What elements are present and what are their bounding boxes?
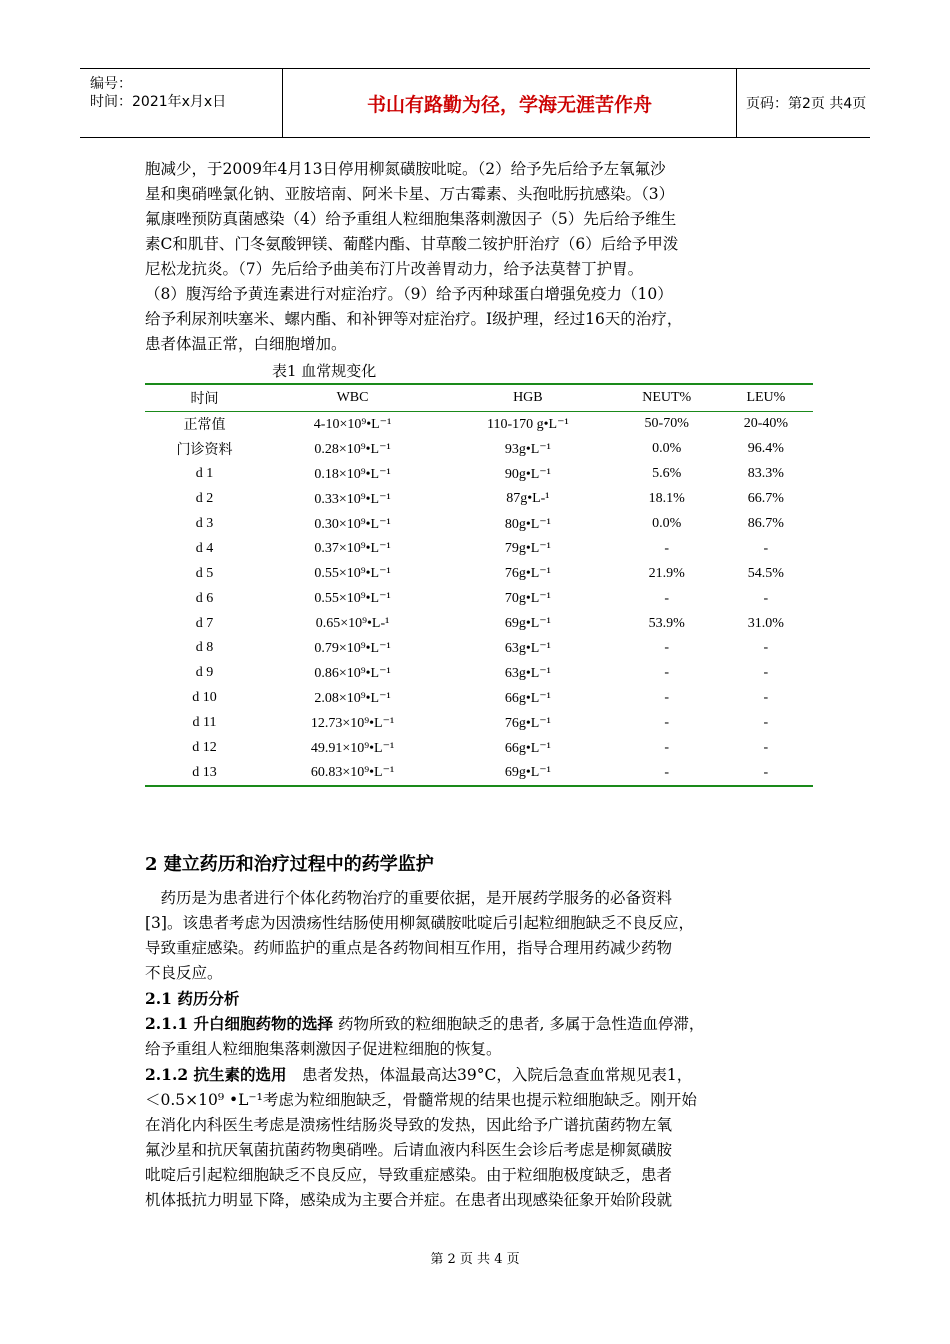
header-meta [80, 69, 283, 137]
text-line: 吡啶后引起粒细胞缺乏不良反应，导致重症感染。由于粒细胞极度缺乏，患者 [145, 1166, 673, 1184]
col-header: 时间 [190, 392, 219, 407]
table-cell: 18.1% [648, 491, 685, 507]
table-cell: - [763, 740, 769, 756]
table-cell: - [763, 540, 769, 556]
table-cell: 0.55×10⁹•L⁻¹ [314, 591, 391, 607]
table-row [145, 412, 813, 437]
table-cell: d 1 [195, 466, 214, 482]
text-line: （8）腹泻给予黄连素进行对症治疗。（9）给予丙种球蛋白增强免疫力（10） [145, 285, 673, 303]
table-cell: 49.91×10⁹•L⁻¹ [310, 740, 395, 756]
table-row [145, 462, 813, 487]
text-line: 星和奥硝唑氯化钠、亚胺培南、阿米卡星、万古霉素、头孢吡肟抗感染。（3） [145, 185, 675, 203]
text-line: 素C和肌苷、门冬氨酸钾镁、葡醛内酯、甘草酸二铵护肝治疗（6）后给予甲泼 [145, 235, 679, 253]
table-cell: 79g•L⁻¹ [504, 541, 551, 557]
table-cell: 12.73×10⁹•L⁻¹ [310, 715, 395, 731]
table-cell: - [664, 715, 670, 731]
table-row [145, 437, 813, 462]
table-row [145, 736, 813, 761]
table-row [145, 611, 813, 636]
table-cell: - [763, 590, 769, 606]
text-line: 氟康唑预防真菌感染（4）给予重组人粒细胞集落刺激因子（5）先后给予维生 [145, 210, 677, 228]
table-caption: 表1 血常规变化 [272, 362, 377, 380]
table-cell: 0.30×10⁹•L⁻¹ [314, 516, 391, 532]
table-cell: - [664, 665, 670, 681]
table-cell: 20-40% [743, 416, 789, 432]
text-line: 药历是为患者进行个体化药物治疗的重要依据，是开展药学服务的必备资料 [145, 889, 673, 907]
table-cell: 门诊资料 [176, 443, 233, 459]
table-cell: 0.55×10⁹•L⁻¹ [314, 566, 391, 582]
table-cell: 60.83×10⁹•L⁻¹ [310, 765, 395, 781]
table-cell: 0.28×10⁹•L⁻¹ [314, 441, 391, 457]
table-cell: - [664, 764, 670, 780]
blood-routine-table [145, 383, 813, 787]
table-cell: d 6 [195, 590, 214, 606]
table-cell: 31.0% [747, 615, 784, 631]
table-header-row [145, 384, 813, 412]
subsection-heading: 2.1 药历分析 [145, 989, 240, 1008]
table-row [145, 661, 813, 686]
table-cell: - [763, 640, 769, 656]
table-cell: 2.08×10⁹•L⁻¹ [314, 690, 391, 706]
col-header: LEU% [746, 390, 786, 405]
table-cell: - [763, 715, 769, 731]
table-cell: 54.5% [747, 565, 784, 581]
table-cell: 正常值 [183, 418, 226, 434]
table-cell: 53.9% [648, 615, 685, 631]
table-row [145, 536, 813, 561]
text-line: 在消化内科医生考虑是溃疡性结肠炎导致的发热，因此给予广谱抗菌药物左氧 [145, 1116, 673, 1134]
table-cell: 0.0% [652, 516, 682, 531]
subsection-2-1-1 [145, 1011, 825, 1037]
subsection-title: 2.1.2 抗生素的选用 [145, 1065, 287, 1084]
table-cell: 0.0% [652, 441, 682, 457]
table-cell: d 12 [192, 740, 217, 756]
table-cell: - [763, 690, 769, 706]
table-cell: 93g•L⁻¹ [504, 441, 551, 457]
table-row [145, 636, 813, 661]
text-line: 导致重症感染。药师监护的重点是各药物间相互作用，指导合理用药减少药物 [145, 939, 673, 957]
text-line: 给予重组人粒细胞集落刺激因子促进粒细胞的恢复。 [145, 1040, 502, 1058]
table-row [145, 586, 813, 611]
table-cell: d 7 [195, 615, 214, 631]
table-cell: d 13 [192, 764, 217, 780]
col-header: HGB [513, 390, 543, 405]
table-cell: 70g•L⁻¹ [504, 591, 551, 607]
table-cell: - [664, 590, 670, 606]
table-cell: 5.6% [652, 466, 682, 482]
table-row [145, 487, 813, 512]
table-cell: 0.79×10⁹•L⁻¹ [314, 640, 391, 656]
text-line: 给予利尿剂呋塞米、螺内酯、和补钾等对症治疗。I级护理，经过16天的治疗， [145, 310, 683, 328]
subsection-title: 2.1.1 升白细胞药物的选择 [145, 1014, 334, 1033]
table-cell: d 4 [195, 540, 214, 556]
table-cell: - [763, 665, 769, 681]
table-cell: 0.18×10⁹•L⁻¹ [314, 466, 391, 482]
table-cell: 4-10×10⁹•L⁻¹ [313, 416, 392, 432]
table-cell: 0.86×10⁹•L⁻¹ [314, 665, 391, 681]
table-cell: d 5 [195, 565, 214, 581]
subsection-2-1-2 [145, 1062, 825, 1088]
table-cell: 80g•L⁻¹ [504, 516, 551, 532]
table-cell: 21.9% [648, 565, 685, 581]
table-cell: d 3 [195, 516, 214, 531]
text-line: 胞减少，于2009年4月13日停用柳氮磺胺吡啶。（2）给予先后给予左氧氟沙 [145, 160, 666, 178]
table-cell: 110-170 g•L⁻¹ [487, 416, 569, 432]
table-cell: 87g•L-¹ [506, 491, 550, 507]
text-line: ＜0.5×10⁹ •L⁻¹考虑为粒细胞缺乏，骨髓常规的结果也提示粒细胞缺乏。刚开始 [145, 1091, 697, 1109]
table-cell: d 11 [192, 715, 217, 731]
page-footer: 第 2 页 共 4 页 [430, 1252, 520, 1267]
table-cell: d 2 [195, 491, 214, 507]
number-label: 编号： [90, 76, 132, 92]
table-cell: 96.4% [747, 441, 784, 457]
table-cell: 0.33×10⁹•L⁻¹ [314, 491, 391, 507]
table-row [145, 512, 813, 537]
text-line: [3]。该患者考虑为因溃疡性结肠使用柳氮磺胺吡啶后引起粒细胞缺乏不良反应， [145, 914, 694, 932]
section2-paragraph [145, 886, 825, 1213]
table-cell: 76g•L⁻¹ [504, 715, 551, 731]
table-row [145, 760, 813, 786]
table-cell: 90g•L⁻¹ [504, 466, 551, 482]
table-cell: 50-70% [644, 416, 689, 432]
table-cell: - [763, 764, 769, 780]
table-cell: d 8 [195, 640, 214, 656]
text-line: 尼松龙抗炎。（7）先后给予曲美布汀片改善胃动力，给予法莫替丁护胃。 [145, 260, 644, 278]
table-row [145, 561, 813, 586]
table-cell: - [664, 740, 670, 756]
col-header: NEUT% [642, 390, 692, 405]
table-cell: 69g•L⁻¹ [504, 765, 551, 781]
table-cell: 0.37×10⁹•L⁻¹ [314, 541, 391, 557]
table-cell: d 9 [195, 665, 214, 681]
table-cell: 69g•L⁻¹ [504, 616, 551, 632]
table-cell: 83.3% [747, 466, 784, 482]
table-row [145, 686, 813, 711]
table-cell: 66g•L⁻¹ [504, 740, 551, 756]
text-line: 患者体温正常，白细胞增加。 [145, 335, 347, 353]
subsection-text: 药物所致的粒细胞缺乏的患者, 多属于急性造血停滞， [333, 1015, 705, 1033]
table-cell: 66g•L⁻¹ [504, 690, 551, 706]
intro-paragraph [145, 157, 825, 357]
table-cell: 66.7% [747, 491, 784, 507]
text-line: 不良反应。 [145, 964, 223, 982]
table-cell: - [664, 690, 670, 706]
table-cell: 86.7% [747, 516, 784, 531]
table-cell: 0.65×10⁹•L-¹ [315, 615, 390, 631]
header-motto: 书山有路勤为径，学海无涯苦作舟 [283, 69, 737, 137]
table-cell: - [664, 540, 670, 556]
section-heading: 2 建立药历和治疗过程中的药学监护 [145, 854, 434, 875]
table-cell: - [664, 640, 670, 656]
table-cell: 76g•L⁻¹ [504, 566, 551, 582]
header-page-info: 页码：第2页 共4页 [746, 96, 867, 112]
subsection-text: 患者发热，体温最高达39°C，入院后急查血常规见表1， [286, 1066, 693, 1084]
table-row [145, 711, 813, 736]
col-header: WBC [336, 390, 369, 405]
time-label: 时间：2021年x月x日 [90, 94, 227, 110]
text-line: 机体抵抗力明显下降，感染成为主要合并症。在患者出现感染征象开始阶段就 [145, 1191, 673, 1209]
table-cell: 63g•L⁻¹ [504, 665, 551, 681]
table-cell: d 10 [192, 690, 217, 706]
table-cell: 63g•L⁻¹ [504, 640, 551, 656]
page-header [80, 68, 870, 138]
text-line: 氟沙星和抗厌氧菌抗菌药物奥硝唑。后请血液内科医生会诊后考虑是柳氮磺胺 [145, 1141, 673, 1159]
